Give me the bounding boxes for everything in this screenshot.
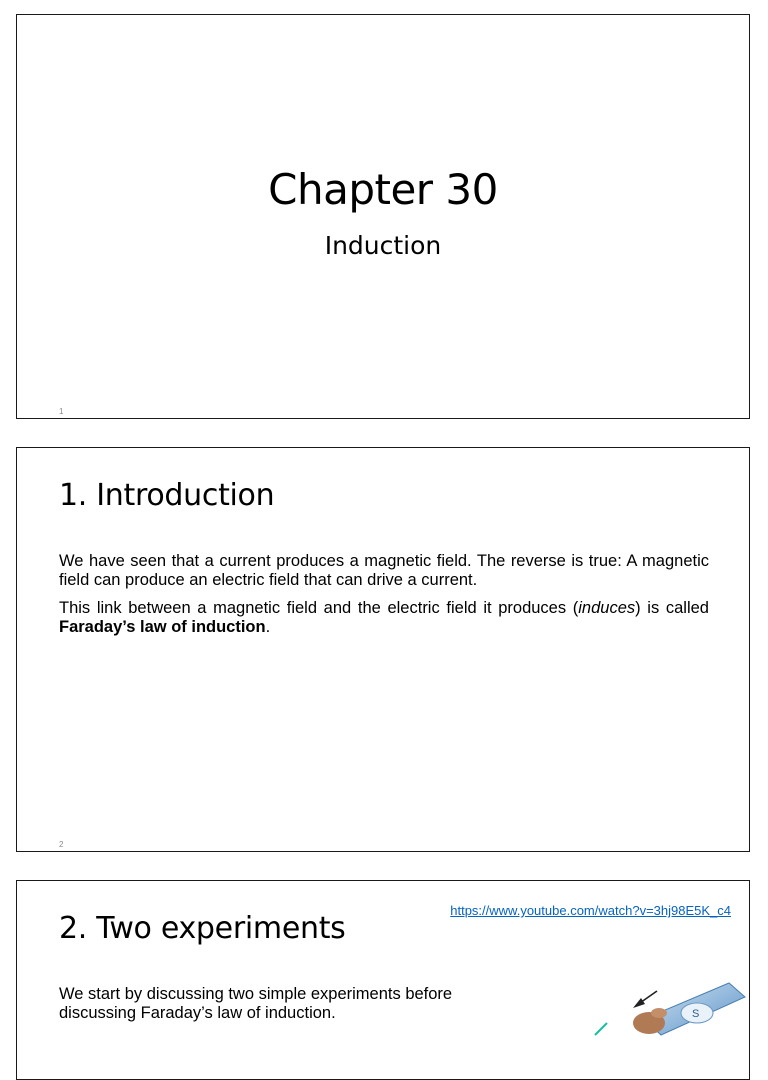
slide-title: Chapter 30 [268, 165, 498, 214]
magnet-experiment-image [499, 977, 749, 1037]
slide-2 [16, 447, 750, 852]
paragraph-2-text: This link between a magnetic field and the electric field it produces ( [59, 599, 579, 617]
coil-wire-icon [595, 1023, 607, 1035]
faraday-law-bold: Faraday’s law of induction [59, 618, 266, 636]
slide-heading: 1. Introduction [59, 478, 275, 513]
slide-1 [16, 14, 750, 419]
slide-number: 2 [59, 840, 64, 849]
slide-3 [16, 880, 750, 1080]
paragraph-1: We start by discussing two simple experiments before discussing Faraday’s law of induction. [59, 985, 453, 1022]
paragraph-2 [59, 599, 709, 637]
induces-emphasis: induces [578, 599, 636, 617]
slide-body [59, 552, 709, 646]
slide-subtitle: Induction [324, 231, 442, 260]
motion-arrow-icon [633, 991, 657, 1008]
slide-number: 1 [59, 407, 64, 416]
magnet-pole-label: S [692, 1008, 700, 1020]
paragraph-2-text: ) is called [635, 599, 709, 617]
slide-heading: 2. Two experiments [59, 911, 346, 946]
youtube-link[interactable]: https://www.youtube.com/watch?v=3hj98E5K_c4 [450, 903, 731, 918]
slide-body [59, 985, 493, 1032]
paragraph-1: We have seen that a current produces a magnetic field. The reverse is true: A magnetic field can produce an electric field that can drive a current. [59, 552, 709, 589]
paragraph-2-end: . [265, 618, 271, 636]
